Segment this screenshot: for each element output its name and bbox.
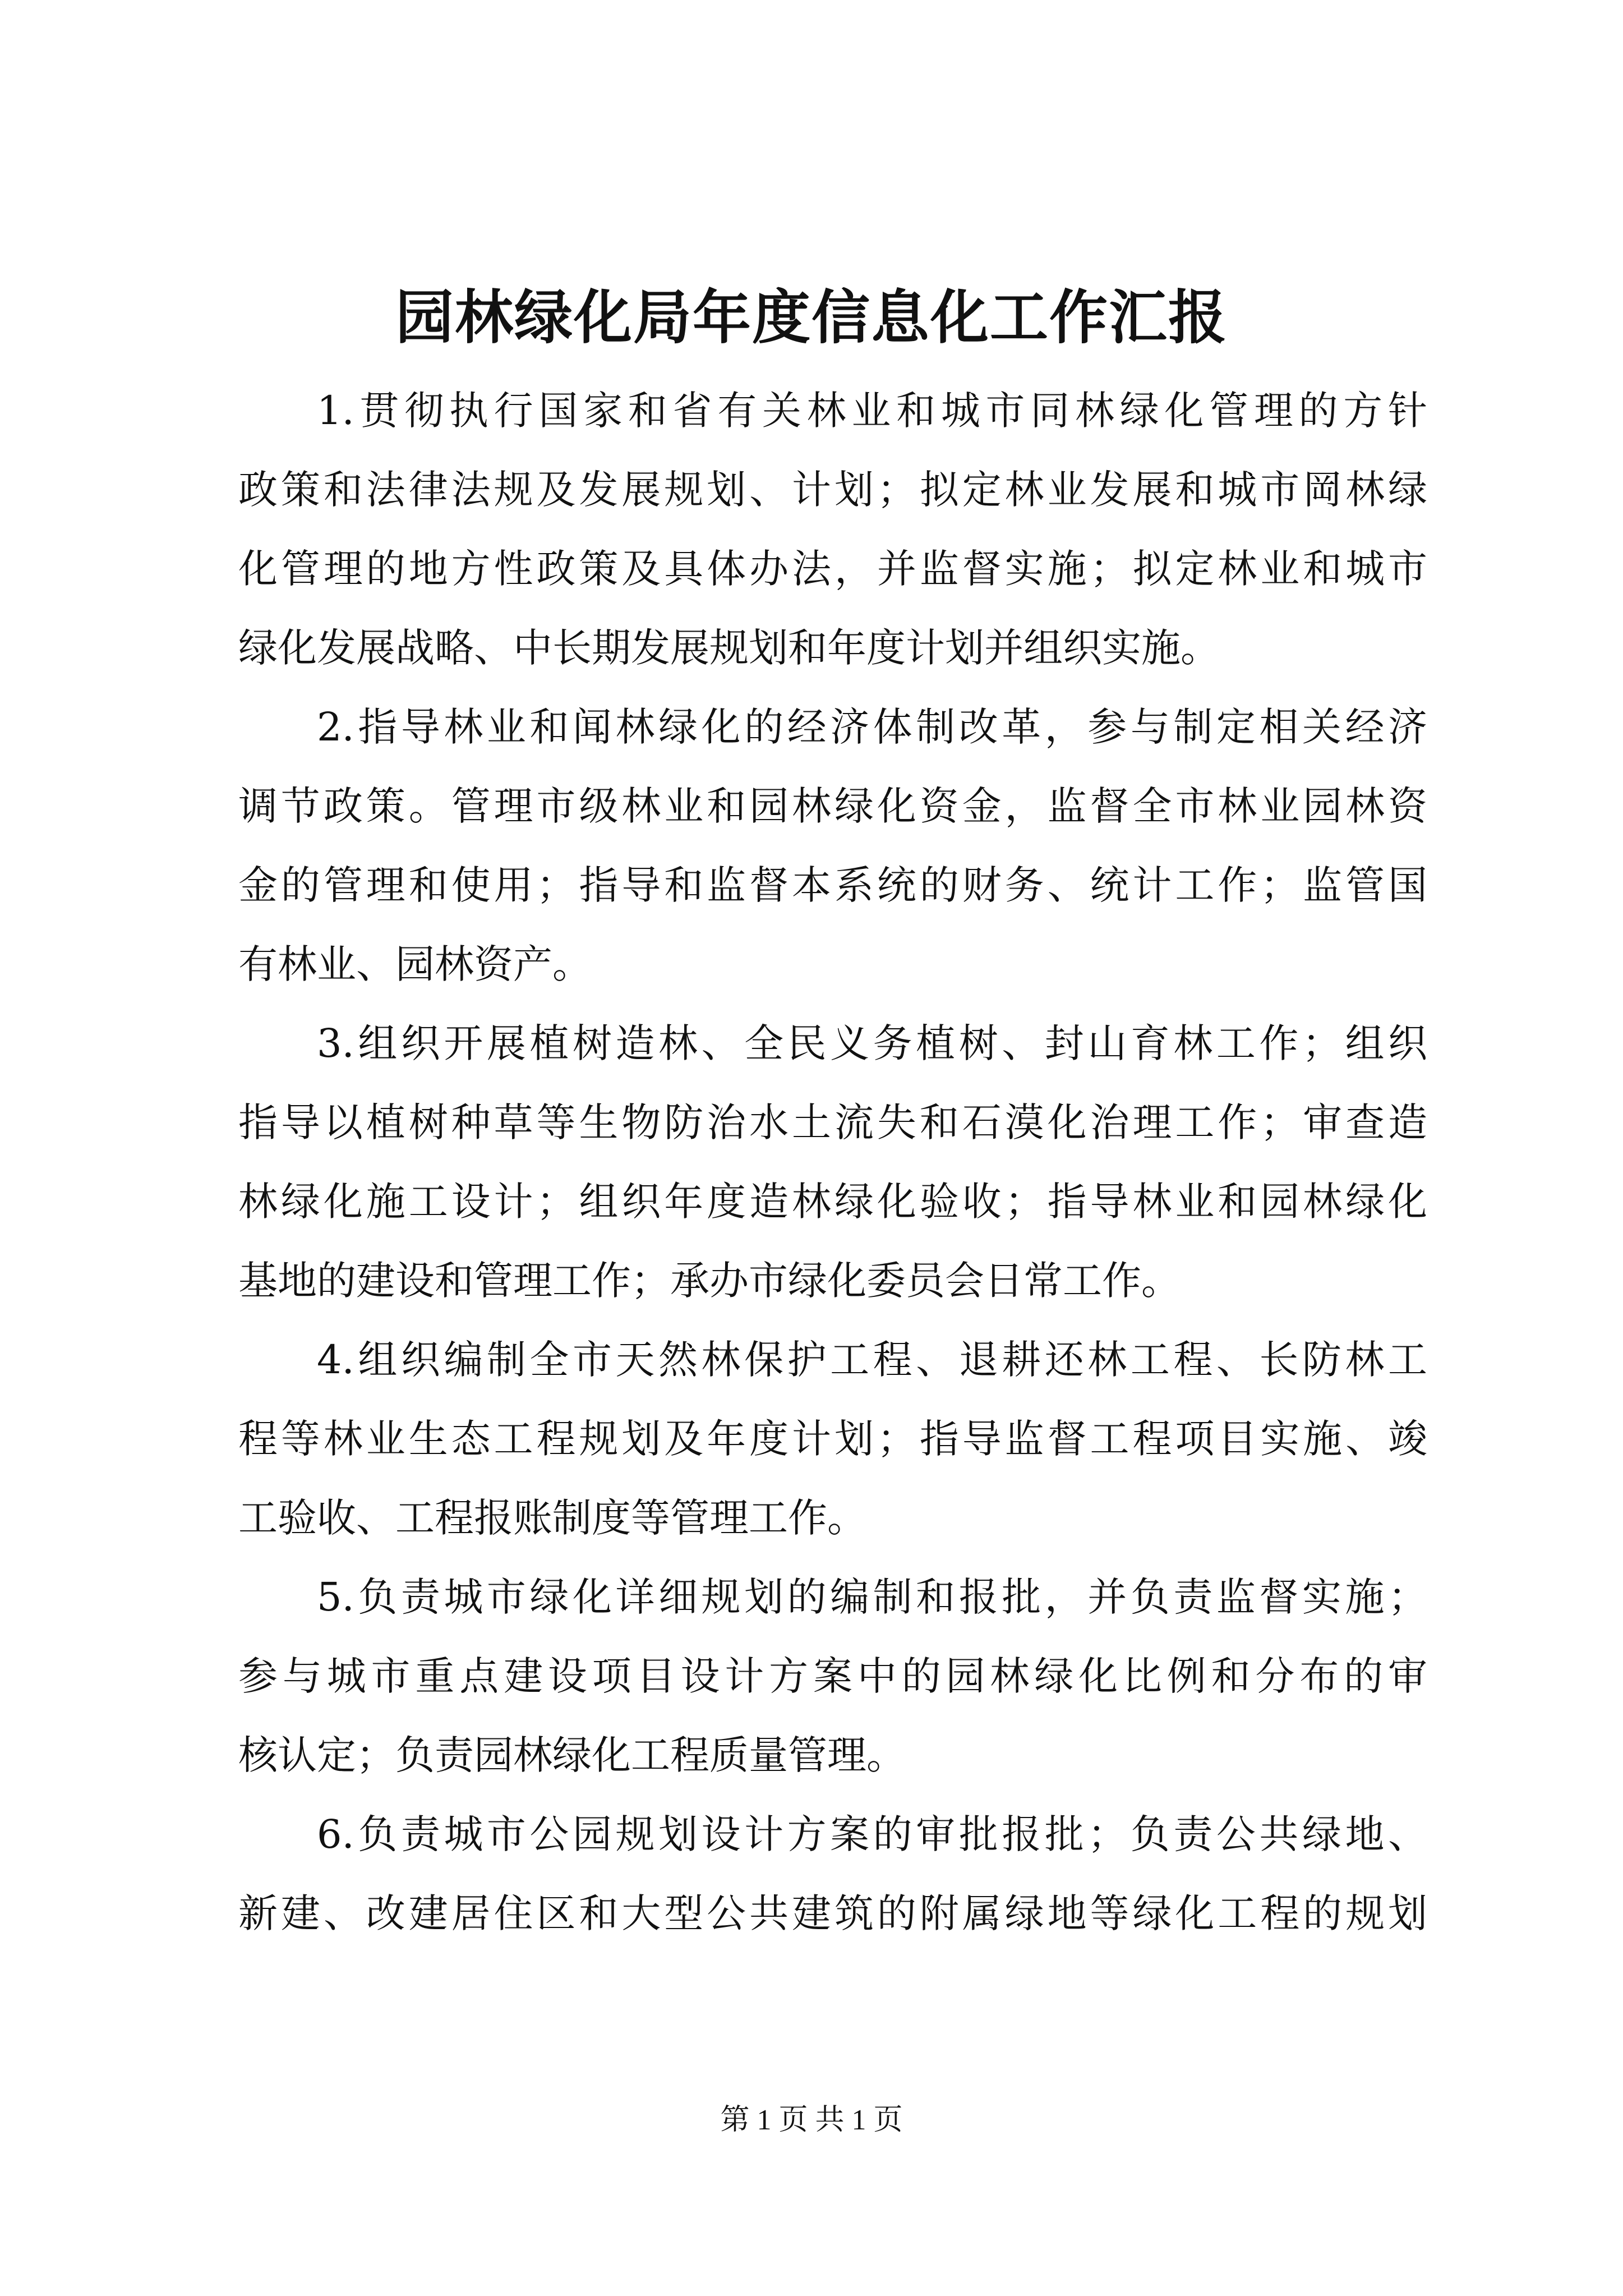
paragraph-line: 工验收、工程报账制度等管理工作。 <box>238 1495 866 1541</box>
document-body <box>238 371 1427 1953</box>
paragraph-line: 参与城市重点建设项目设计方案中的园林绿化比例和分布的审 <box>238 1653 1427 1699</box>
paragraph-line: 新建、改建居住区和大型公共建筑的附属绿地等绿化工程的规划 <box>238 1890 1427 1936</box>
paragraph-6 <box>238 1795 1427 1953</box>
page-footer: 第 1 页 共 1 页 <box>720 2104 903 2136</box>
paragraph-line: 程等林业生态工程规划及年度计划；指导监督工程项目实施、竣 <box>238 1416 1427 1462</box>
paragraph-2 <box>238 688 1427 1004</box>
paragraph-line: 指导以植树种草等生物防治水土流失和石漠化治理工作；审查造 <box>238 1099 1427 1145</box>
paragraph-3 <box>238 1004 1427 1320</box>
paragraph-line: 化管理的地方性政策及具体办法，并监督实施；拟定林业和城市 <box>238 546 1427 592</box>
paragraph-line: 林绿化施工设计；组织年度造林绿化验收；指导林业和园林绿化 <box>238 1179 1427 1225</box>
paragraph-line: 金的管理和使用；指导和监督本系统的财务、统计工作；监管国 <box>238 862 1427 908</box>
paragraph-line: 政策和法律法规及发展规划、计划；拟定林业发展和城市岡林绿 <box>238 467 1427 513</box>
paragraph-line: 4.组织编制全市天然林保护工程、退耕还林工程、长防林工 <box>317 1337 1427 1383</box>
paragraph-line: 1.贯彻执行国家和省有关林业和城市同林绿化管理的方针 <box>317 388 1427 434</box>
paragraph-line: 调节政策。管理市级林业和园林绿化资金，监督全市林业园林资 <box>238 783 1427 829</box>
paragraph-line: 6.负责城市公园规划设计方案的审批报批；负责公共绿地、 <box>317 1811 1427 1857</box>
paragraph-line: 绿化发展战略、中长期发展规划和年度计划并组织实施。 <box>238 625 1220 671</box>
paragraph-line: 5.负责城市绿化详细规划的编制和报批，并负责监督实施； <box>317 1574 1427 1620</box>
document-title: 园林绿化局年度信息化工作汇报 <box>395 283 1228 352</box>
paragraph-line: 有林业、园林资产。 <box>238 941 592 987</box>
paragraph-line: 基地的建设和管理工作；承办市绿化委员会日常工作。 <box>238 1258 1181 1304</box>
paragraph-line: 核认定；负责园林绿化工程质量管理。 <box>238 1732 906 1778</box>
paragraph-line: 3.组织开展植树造林、全民义务植树、封山育林工作；组织 <box>317 1020 1427 1066</box>
paragraph-5 <box>238 1558 1427 1795</box>
paragraph-1 <box>238 371 1427 688</box>
paragraph-4 <box>238 1320 1427 1558</box>
paragraph-line: 2.指导林业和闻林绿化的经济体制改革，参与制定相关经济 <box>317 704 1427 750</box>
